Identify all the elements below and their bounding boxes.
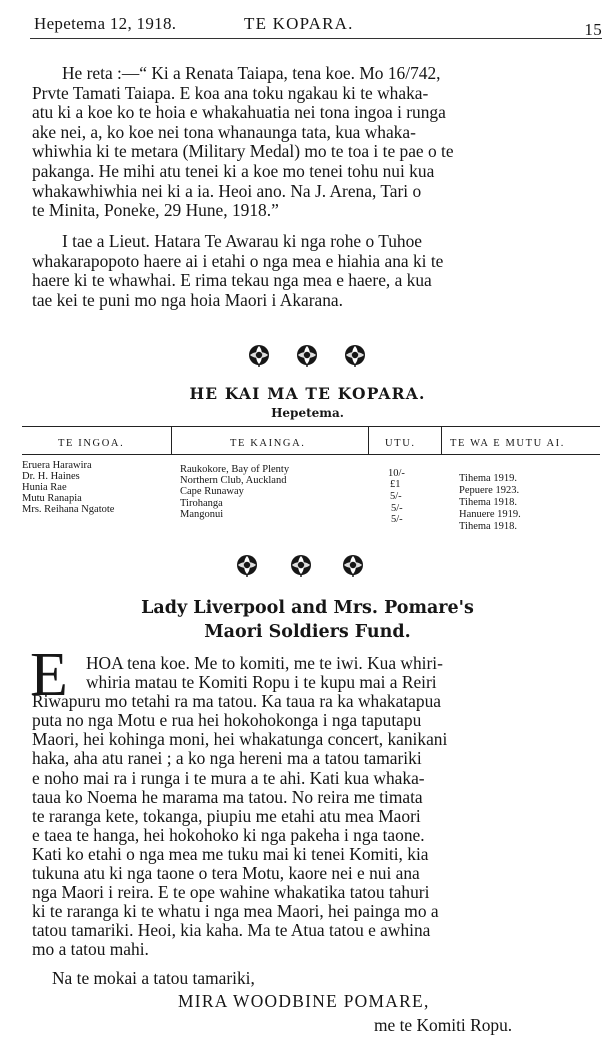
medal-letter-paragraph <box>32 64 602 221</box>
cell-name: Mutu Ranapia <box>22 493 82 504</box>
paragraph-line: taua ko Noema he marama ma tatou. No reira me timata <box>32 786 423 807</box>
paragraph-line: whiria matau te Komiti Ropu i te kupu mai a Reiri <box>86 672 437 693</box>
fern-rosette-icon <box>288 552 314 578</box>
paragraph-line: tukuna atu ki nga taone o tera Motu, kaore nei e nui ana <box>32 863 420 884</box>
fund-heading-line2: Maori Soldiers Fund. <box>204 622 411 642</box>
page-number: 15 <box>584 20 602 39</box>
lieutenant-paragraph <box>32 232 602 310</box>
drop-cap-letter: E <box>30 641 68 709</box>
paragraph-line: e noho mai ra i runga i te mura a te ahi. Kati kua whaka- <box>32 767 425 788</box>
table-top-rule <box>22 426 600 427</box>
paragraph-line: Maori, hei kohinga moni, hei whakatunga concert, kanikani <box>32 729 448 750</box>
cell-name: Mrs. Reihana Ngatote <box>22 504 115 515</box>
subscribers-month: Hepetema. <box>271 406 344 420</box>
signature-title: me te Komiti Ropu. <box>374 1015 513 1035</box>
paragraph-line: te raranga kete, tokanga, piupiu me etahi atu mea Maori <box>32 805 421 826</box>
cell-home: Cape Runaway <box>180 486 244 497</box>
fern-rosette-icon <box>246 342 272 368</box>
cell-expiry: Hanuere 1919. <box>459 509 521 520</box>
fund-heading-line1: Lady Liverpool and Mrs. Pomare's <box>141 598 474 618</box>
paragraph-line: haka, aha atu ranei ; a ko nga hereni ma a tatou tamariki <box>32 748 422 769</box>
cell-home: Tirohanga <box>180 498 223 509</box>
paragraph-line: nga Maori i reira. E te ope wahine whakatika tatou tahuri <box>32 882 430 903</box>
cell-expiry: Pepuere 1923. <box>459 485 520 496</box>
fern-rosette-icon <box>340 552 366 578</box>
column-header-name: TE INGOA. <box>58 438 125 449</box>
paragraph-line: I tae a Lieut. Hatara Te Awarau ki nga rohe o Tuhoe <box>62 231 423 251</box>
paragraph-line: ki te raranga ki te whatu i nga mea Maori, hei painga mo a <box>32 901 439 922</box>
paragraph-line: atu ki a koe ko te hoia e whakahuatia nei tona ingoa i runga <box>32 102 446 123</box>
fund-letter-paragraph <box>32 654 602 960</box>
cell-home: Northern Club, Auckland <box>180 475 287 486</box>
paragraph-line: Riwapuru mo tetahi ra ma tatou. Ka taua ra ka whakatapua <box>32 691 442 712</box>
ornament-row <box>0 342 615 370</box>
header-date: Hepetema 12, 1918. <box>34 14 177 33</box>
cell-home: Mangonui <box>180 509 224 520</box>
paragraph-line: tatou tamariki. Heoi, kia kaha. Ma te Atua tatou e awhina <box>32 920 431 941</box>
cell-cost: 5/- <box>390 491 402 502</box>
running-header <box>30 4 602 39</box>
paragraph-line: e taea te hanga, hei hokohoko ki nga pakeha i nga taone. <box>32 824 425 845</box>
fern-rosette-icon <box>234 552 260 578</box>
closing-salutation: Na te mokai a tatou tamariki, <box>52 968 255 988</box>
paragraph-line: puta no nga Motu e rua hei hokohokonga i nga taputapu <box>32 710 422 731</box>
column-divider <box>441 426 442 454</box>
cell-name: Eruera Harawira <box>22 460 92 471</box>
header-title: TE KOPARA. <box>244 14 354 33</box>
ornament-row <box>0 552 615 580</box>
cell-cost: 5/- <box>391 514 403 525</box>
cell-cost: 10/- <box>388 468 405 479</box>
cell-cost: £1 <box>390 479 401 490</box>
subscribers-heading: HE KAI MA TE KOPARA. <box>189 384 426 403</box>
paragraph-line: He reta :—“ Ki a Renata Taiapa, tena koe. Mo 16/742, <box>62 63 441 83</box>
column-divider <box>368 426 369 454</box>
signature-name: MIRA WOODBINE POMARE, <box>178 991 430 1011</box>
cell-expiry: Tihema 1919. <box>459 473 517 484</box>
cell-cost: 5/- <box>391 503 403 514</box>
paragraph-line: mo a tatou mahi. <box>32 939 149 960</box>
paragraph-line: whakawhiwhia nei ki a ia. Heoi ano. Na J. Arena, Tari o <box>32 180 422 201</box>
paragraph-line: Prvte Tamati Taiapa. E koa ana toku ngakau ki te whaka- <box>32 82 429 103</box>
paragraph-line: Kati ko etahi o nga mea me tuku mai ki tenei Komiti, kia <box>32 843 429 864</box>
cell-name: Hunia Rae <box>22 482 67 493</box>
column-header-home: TE KAINGA. <box>230 438 306 449</box>
paragraph-line: te Minita, Poneke, 29 Hune, 1918.” <box>32 200 279 221</box>
cell-expiry: Tihema 1918. <box>459 497 517 508</box>
paragraph-line: whakarapopoto haere ai i etahi o nga mea e hiahia ana ki te <box>32 250 444 271</box>
column-header-expiry: TE WA E MUTU AI. <box>450 438 565 449</box>
fern-rosette-icon <box>342 342 368 368</box>
paragraph-line: haere ki te whawhai. E rima tekau nga mea e haere, a kua <box>32 270 432 291</box>
column-divider <box>171 426 172 454</box>
paragraph-line: tae kei te puni mo nga hoia Maori i Akarana. <box>32 289 344 310</box>
paragraph-line: ake nei, a, ko koe nei tona whanaunga tata, kua whaka- <box>32 121 416 142</box>
paragraph-line: pakanga. He mihi atu tenei ki a koe mo tenei tohu nui kua <box>32 160 435 181</box>
cell-expiry: Tihema 1918. <box>459 521 517 532</box>
cell-name: Dr. H. Haines <box>22 471 80 482</box>
table-header-rule <box>22 454 600 455</box>
paragraph-line: whiwhia ki te metara (Military Medal) mo te toa i te pae o te <box>32 141 454 162</box>
paragraph-line: HOA tena koe. Me to komiti, me te iwi. Kua whiri- <box>86 653 443 673</box>
cell-home: Raukokore, Bay of Plenty <box>180 464 290 475</box>
column-header-cost: UTU. <box>385 438 416 449</box>
fern-rosette-icon <box>294 342 320 368</box>
